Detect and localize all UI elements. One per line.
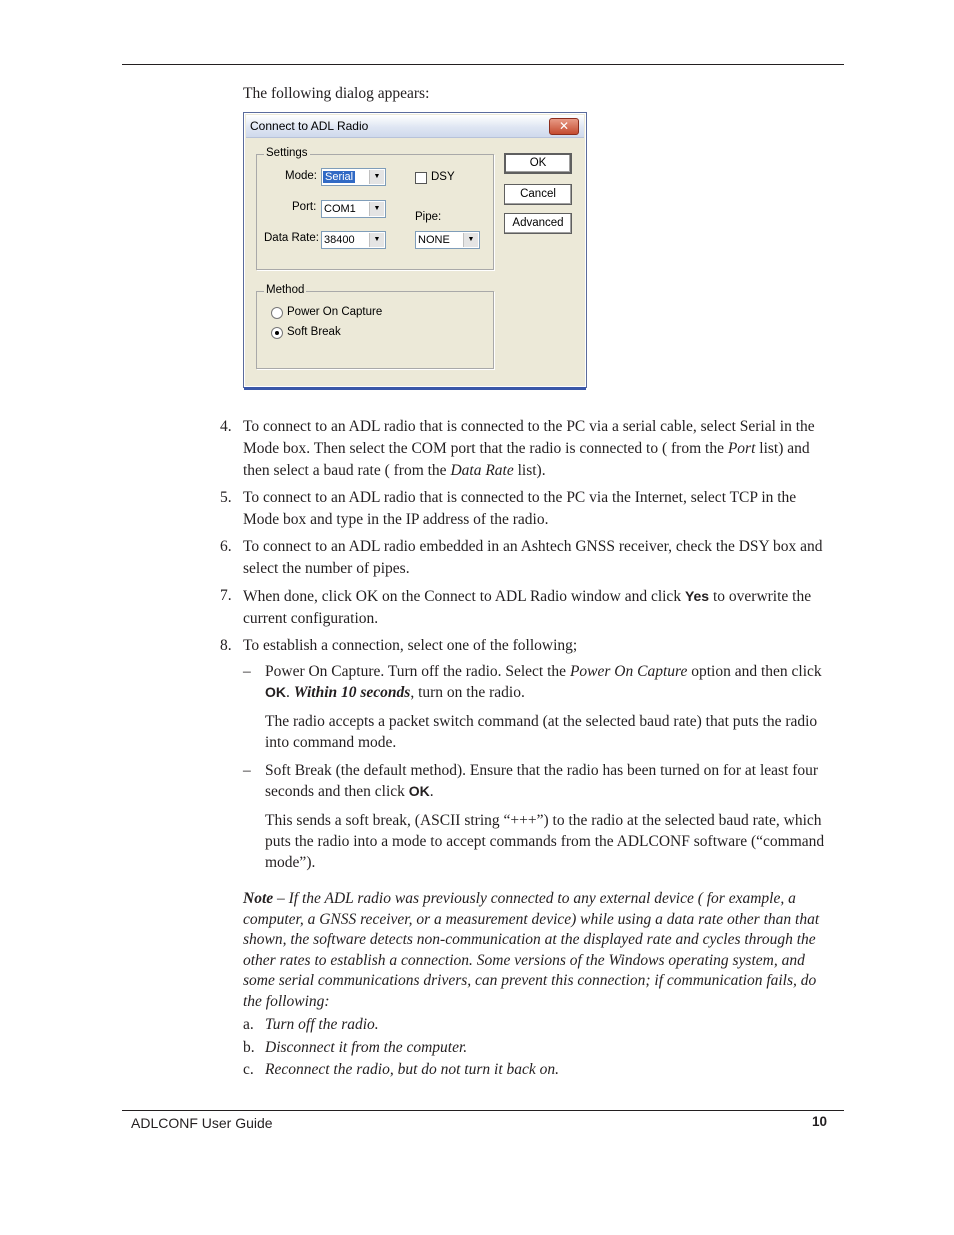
pipe-label: Pipe: bbox=[415, 211, 442, 223]
note-label: Note bbox=[243, 890, 274, 907]
step-number: 4. bbox=[220, 418, 232, 435]
port-select[interactable] bbox=[321, 200, 386, 218]
port-ref: Port bbox=[727, 440, 756, 457]
power-on-capture-ref: Power On Capture bbox=[569, 663, 688, 680]
dsy-label: DSY bbox=[431, 171, 455, 183]
step-5 bbox=[215, 487, 835, 531]
dash-bullet: – bbox=[243, 663, 251, 680]
advanced-button[interactable]: Advanced bbox=[504, 213, 572, 234]
substep-letter: a. bbox=[243, 1016, 254, 1033]
substep-text: Turn off the radio. bbox=[265, 1016, 379, 1033]
page-number: 10 bbox=[811, 1114, 827, 1129]
note-block bbox=[243, 889, 835, 1013]
method-options bbox=[243, 661, 835, 873]
method-label: Method bbox=[266, 284, 305, 296]
step-number: 8. bbox=[220, 637, 232, 654]
step-4 bbox=[215, 416, 835, 482]
soft-break-radio[interactable] bbox=[271, 327, 283, 339]
data-rate-value: 38400 bbox=[324, 234, 355, 246]
ok-ref: OK bbox=[408, 783, 430, 799]
yes-ref: Yes bbox=[684, 588, 710, 604]
dialog-titlebar bbox=[246, 115, 584, 138]
step-7 bbox=[215, 585, 835, 630]
step-text: to overwrite the current configuration. bbox=[243, 588, 812, 627]
method-group bbox=[256, 284, 494, 369]
footer-title: ADLCONF User Guide bbox=[131, 1115, 273, 1131]
substep-letter: c. bbox=[243, 1061, 254, 1078]
step-number: 6. bbox=[220, 538, 232, 555]
option-text: option and then click bbox=[687, 663, 822, 680]
settings-group bbox=[256, 147, 494, 270]
ok-ref: OK bbox=[265, 684, 286, 700]
power-on-capture-label: Power On Capture bbox=[287, 306, 383, 318]
soft-break-label: Soft Break bbox=[287, 326, 341, 338]
step-6 bbox=[215, 536, 835, 580]
chevron-down-icon: ▼ bbox=[369, 202, 384, 216]
option-text: . bbox=[286, 684, 294, 701]
port-label: Port: bbox=[292, 201, 317, 213]
data-rate-ref: Data Rate bbox=[450, 462, 514, 479]
dash-bullet: – bbox=[243, 762, 251, 779]
mode-select[interactable] bbox=[321, 168, 386, 186]
substep-letter: b. bbox=[243, 1039, 255, 1056]
settings-label: Settings bbox=[266, 147, 308, 159]
footer-rule bbox=[122, 1110, 844, 1111]
step-text: To establish a connection, select one of the following; bbox=[243, 637, 578, 654]
step-text: list). bbox=[513, 462, 546, 479]
option-text: Soft Break (the default method). Ensure that the radio has been turned on for at least four seconds and then click bbox=[265, 762, 819, 800]
dialog-title: Connect to ADL Radio bbox=[250, 119, 369, 133]
step-text: To connect to an ADL radio that is connected to the PC via the Internet, select TCP in the Mode box and type in the IP address of the radio. bbox=[243, 489, 797, 528]
connect-dialog bbox=[243, 112, 587, 388]
within-10-seconds: Within 10 seconds bbox=[293, 684, 411, 701]
data-rate-label: Data Rate: bbox=[264, 232, 319, 244]
header-rule bbox=[122, 64, 844, 65]
option-text: , turn on the radio. bbox=[410, 684, 525, 701]
intro-text: The following dialog appears: bbox=[243, 85, 430, 102]
chevron-down-icon: ▼ bbox=[369, 170, 384, 184]
dsy-checkbox[interactable] bbox=[415, 172, 427, 184]
option-power-on-capture bbox=[243, 661, 835, 753]
pipe-select[interactable] bbox=[415, 231, 480, 249]
pipe-value: NONE bbox=[418, 234, 450, 246]
step-8 bbox=[215, 635, 835, 873]
mode-value: Serial bbox=[325, 171, 354, 183]
step-text: When done, click OK on the Connect to ADL Radio window and click bbox=[243, 588, 685, 605]
step-number: 7. bbox=[220, 587, 232, 604]
ok-button[interactable]: OK bbox=[504, 153, 572, 174]
steps-list bbox=[215, 416, 835, 880]
dialog-bottom-border bbox=[244, 387, 586, 390]
step-text: list) and then select a baud rate ( from the bbox=[243, 440, 810, 479]
step-text: To connect to an ADL radio that is connected to the PC via a serial cable, select Serial in the Mode box. Then select the COM port that the radio is connected to ( from the bbox=[243, 418, 815, 457]
power-on-capture-radio[interactable] bbox=[271, 307, 283, 319]
mode-label: Mode: bbox=[285, 170, 317, 182]
port-value: COM1 bbox=[324, 203, 356, 215]
option-soft-break bbox=[243, 760, 835, 873]
option-text: . bbox=[429, 783, 434, 800]
option-explanation: The radio accepts a packet switch command (at the selected baud rate) that puts the radio into command mode. bbox=[265, 713, 818, 751]
step-text: To connect to an ADL radio embedded in an Ashtech GNSS receiver, check the DSY box and select the number of pipes. bbox=[243, 538, 823, 577]
note-text: – If the ADL radio was previously connected to any external device ( for example, a computer, a GNSS receiver, or a measurement device) while using a data rate other than that shown, the software detects non-communication at the displayed rate and cycles through the other rates to establish a connection. Some versions of the Windows operating system, and some serial communications drivers, can prevent this connection; if communication fails, do the following: bbox=[243, 890, 820, 1010]
step-number: 5. bbox=[220, 489, 232, 506]
data-rate-select[interactable] bbox=[321, 231, 386, 249]
substep-text: Reconnect the radio, but do not turn it back on. bbox=[265, 1061, 560, 1078]
option-explanation: This sends a soft break, (ASCII string “+++”) to the radio at the selected baud rate, which puts the radio into a mode to accept commands from the ADLCONF software (“command mode”). bbox=[265, 812, 825, 871]
substep-text: Disconnect it from the computer. bbox=[265, 1039, 468, 1056]
chevron-down-icon: ▼ bbox=[369, 233, 384, 247]
close-icon[interactable]: ✕ bbox=[549, 118, 579, 135]
option-text: Power On Capture. Turn off the radio. Select the bbox=[265, 663, 570, 680]
chevron-down-icon: ▼ bbox=[463, 233, 478, 247]
cancel-button[interactable]: Cancel bbox=[504, 184, 572, 205]
